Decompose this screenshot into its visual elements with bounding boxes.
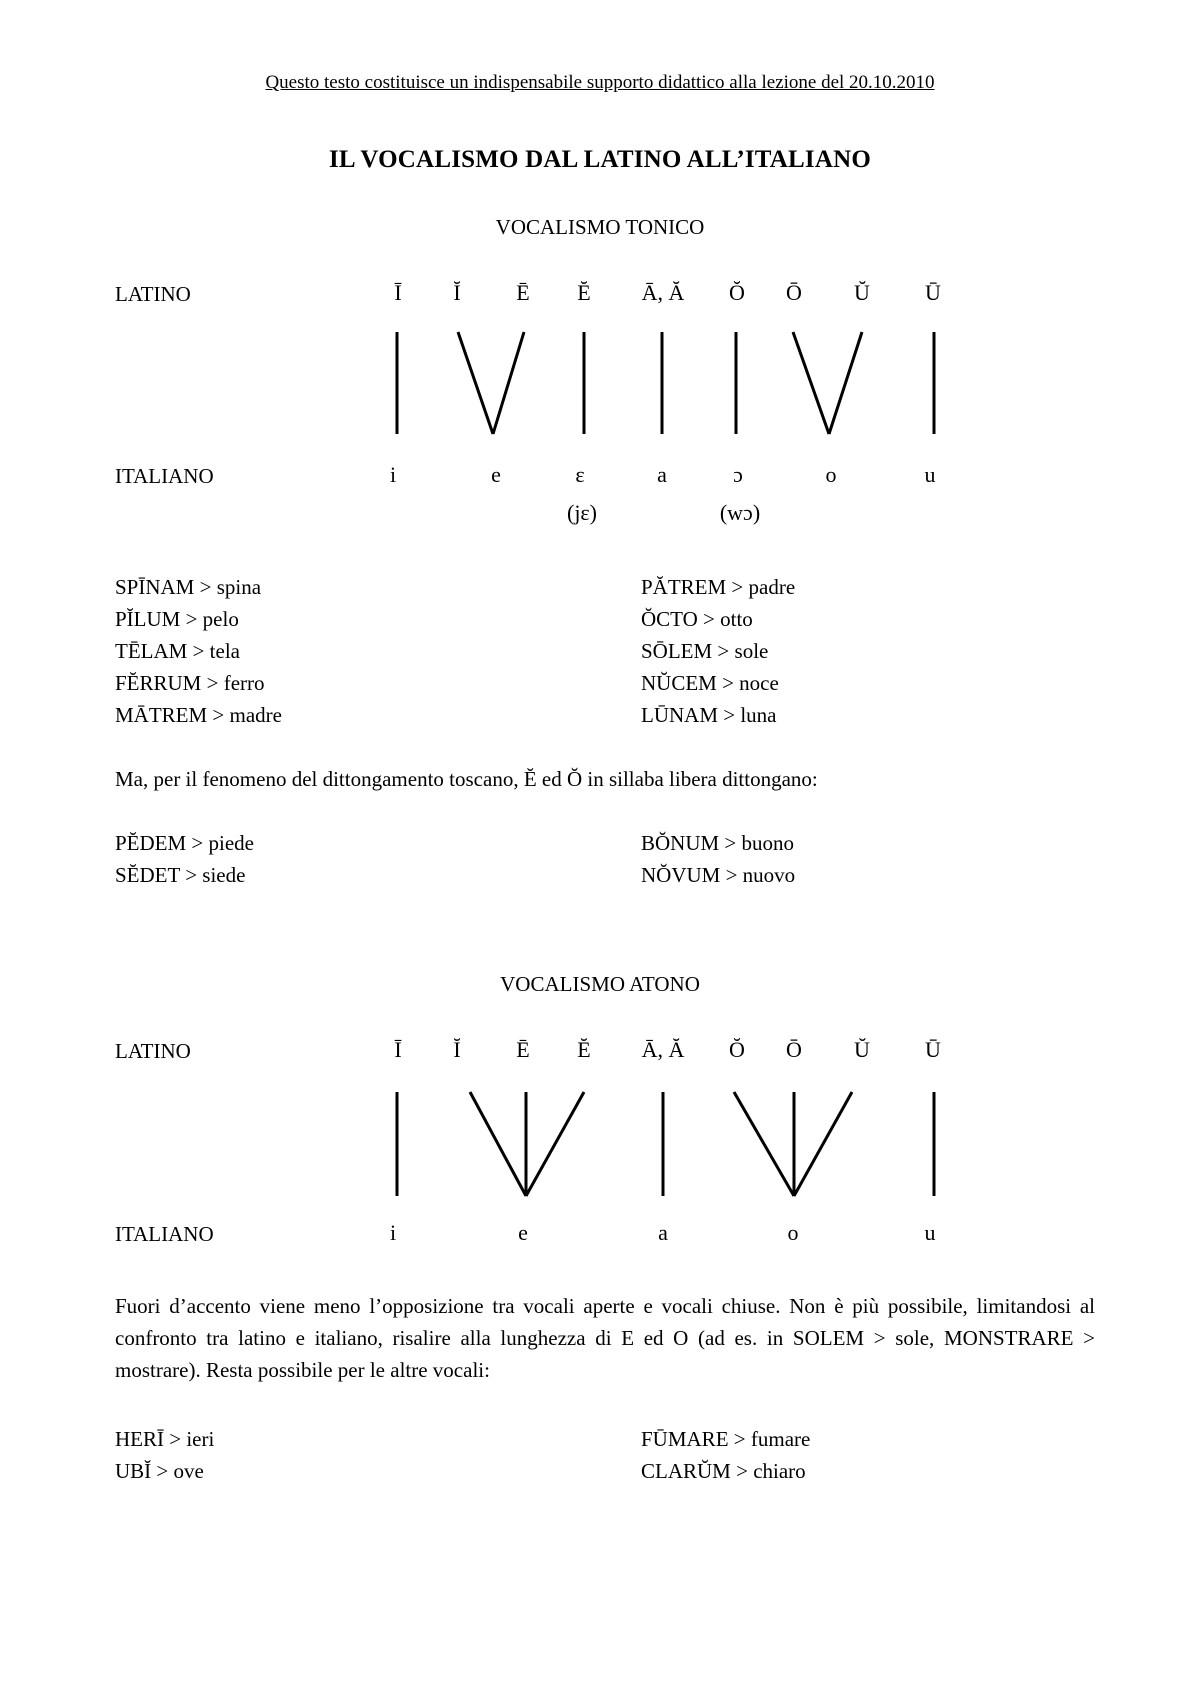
atonic-examples-right — [641, 1423, 810, 1487]
atonic-latin-vowel: Ŭ — [854, 1037, 870, 1062]
page-title: IL VOCALISMO DAL LATINO ALL’ITALIANO — [328, 146, 872, 173]
atonic-italian-vowel: o — [787, 1220, 799, 1245]
atonic-latin-label: LATINO — [115, 1039, 191, 1063]
tonic-line — [793, 332, 829, 434]
example-item: PĔDEM > piede — [115, 831, 254, 855]
atonic-italian-vowel: u — [924, 1220, 936, 1245]
tonic-italian-vowel: u — [924, 462, 936, 487]
diphthong-examples-left — [115, 827, 254, 891]
tonic-diphthong: (jɛ) — [566, 500, 598, 525]
tonic-italian-vowel: o — [825, 462, 837, 487]
tonic-italian-vowel: e — [491, 462, 501, 487]
atonic-latin-vowel: Ā, Ă — [641, 1037, 685, 1062]
diphthong-examples-right — [641, 827, 795, 891]
tonic-heading: VOCALISMO TONICO — [495, 215, 705, 239]
example-item: NŬCEM > noce — [641, 671, 779, 695]
tonic-line — [829, 332, 862, 434]
example-item: SPĪNAM > spina — [115, 575, 262, 599]
example-item: CLARŬM > chiaro — [641, 1459, 806, 1483]
atonic-line — [526, 1092, 584, 1196]
tonic-latin-vowel: Ū — [925, 280, 941, 305]
atonic-latin-vowel: Ē — [516, 1037, 530, 1062]
example-item: NŎVUM > nuovo — [641, 863, 796, 887]
example-item: FĔRRUM > ferro — [115, 671, 265, 695]
diphthong-note: Ma, per il fenomeno del dittongamento toscano, Ĕ ed Ŏ in sillaba libera dittongano: — [115, 767, 818, 791]
header-note: Questo testo costituisce un indispensabile supporto didattico alla lezione del 20.10.2010 — [265, 72, 935, 93]
example-item: TĒLAM > tela — [115, 639, 240, 663]
tonic-examples-left — [115, 571, 282, 731]
atonic-latin-vowel: Ī — [394, 1037, 402, 1062]
atonic-line — [470, 1092, 526, 1196]
example-item: LŪNAM > luna — [641, 703, 777, 727]
example-item: PĬLUM > pelo — [115, 607, 239, 631]
atonic-line — [734, 1092, 794, 1196]
atonic-paragraph: Fuori d’accento viene meno l’opposizione tra vocali aperte e vocali chiuse. Non è più possibile, limitandosi al confronto tra latino e italiano, risalire alla lunghezza di E ed O (ad es. in SOLEM > sole, MONSTRARE > mostrare). Resta possibile per le altre vocali: — [115, 1294, 1095, 1382]
tonic-italian-label: ITALIANO — [115, 464, 214, 488]
example-item: UBĬ > ove — [115, 1459, 204, 1483]
atonic-latin-vowel: Ĕ — [577, 1037, 591, 1062]
atonic-heading: VOCALISMO ATONO — [500, 972, 700, 996]
example-item: MĀTREM > madre — [115, 703, 282, 727]
tonic-italian-vowel: a — [657, 462, 667, 487]
tonic-italian-vowel: ɔ — [733, 462, 743, 487]
tonic-latin-vowel: Ŏ — [729, 280, 745, 305]
atonic-line — [794, 1092, 852, 1196]
example-item: BŎNUM > buono — [641, 831, 795, 855]
atonic-italian-vowel: e — [518, 1220, 528, 1245]
tonic-examples-right — [641, 571, 795, 731]
tonic-evolution-diagram — [0, 300, 1200, 450]
atonic-latin-vowel: Ĭ — [453, 1037, 461, 1062]
example-item: SĔDET > siede — [115, 863, 246, 887]
atonic-evolution-diagram — [0, 1060, 1200, 1210]
tonic-latin-vowel: Ī — [394, 280, 402, 305]
atonic-italian-vowel: a — [658, 1220, 668, 1245]
atonic-latin-vowel: Ō — [786, 1037, 802, 1062]
tonic-italian-vowel: ɛ — [575, 462, 585, 487]
atonic-examples-left — [115, 1423, 214, 1487]
tonic-diphthong: (wɔ) — [719, 500, 761, 525]
tonic-latin-vowel: Ā, Ă — [641, 280, 685, 305]
atonic-italian-label: ITALIANO — [115, 1222, 214, 1246]
tonic-latin-vowel: Ō — [786, 280, 802, 305]
example-item: ŎCTO > otto — [641, 607, 753, 631]
example-item: PĂTREM > padre — [641, 575, 796, 599]
tonic-latin-vowel: Ĭ — [453, 280, 461, 305]
example-item: SŌLEM > sole — [641, 639, 769, 663]
tonic-line — [493, 332, 524, 434]
tonic-latin-vowel: Ĕ — [577, 280, 591, 305]
example-item: FŪMARE > fumare — [641, 1427, 811, 1451]
atonic-latin-vowel: Ŏ — [729, 1037, 745, 1062]
tonic-latin-vowel: Ē — [516, 280, 530, 305]
tonic-line — [458, 332, 493, 434]
example-item: HERĪ > ieri — [115, 1427, 215, 1451]
tonic-italian-vowel: i — [389, 462, 397, 487]
atonic-latin-vowel: Ū — [925, 1037, 941, 1062]
atonic-italian-vowel: i — [389, 1220, 397, 1245]
tonic-latin-vowel: Ŭ — [854, 280, 870, 305]
tonic-latin-label: LATINO — [115, 282, 191, 306]
